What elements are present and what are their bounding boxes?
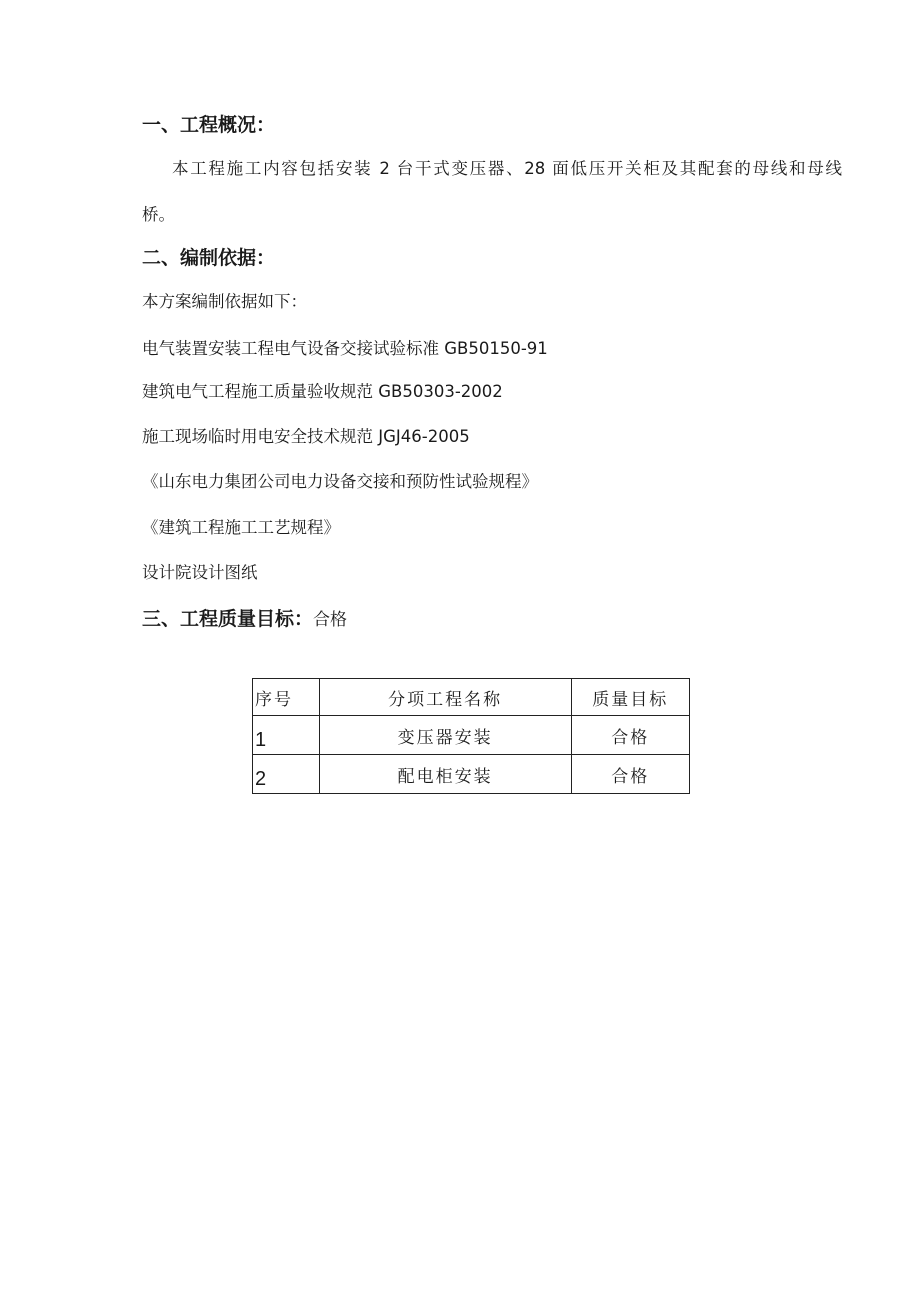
row-no: 1 [253,716,320,755]
basis-item: 施工现场临时用电安全技术规范 JGJ46-2005 [142,427,470,446]
basis-item: 电气装置安装工程电气设备交接试验标准 GB50150-91 [142,339,548,358]
header-cell-target: 质量目标 [571,679,690,716]
table-row [253,755,690,794]
row-name: 变压器安装 [319,716,571,755]
basis-item: 建筑电气工程施工质量验收规范 GB50303-2002 [142,382,503,401]
header-cell-name: 分项工程名称 [319,679,571,716]
basis-item: 设计院设计图纸 [142,563,258,582]
section-1-heading: 一、工程概况： [142,114,276,136]
row-no: 2 [253,755,320,794]
quality-target-table [252,678,690,794]
quality-goal-value: 合格 [313,610,348,630]
section-1-body-line-1: 本工程施工内容包括安装 2 台干式变压器、28 面低压开关柜及其配套的母线和母线 [172,159,842,178]
header-cell-no: 序号 [253,679,320,716]
row-target: 合格 [571,755,690,794]
basis-intro: 本方案编制依据如下： [142,292,307,311]
basis-item: 《山东电力集团公司电力设备交接和预防性试验规程》 [142,472,538,491]
section-3-heading-label: 三、工程质量目标： [142,608,314,630]
section-3-heading [142,606,347,633]
section-2-heading: 二、编制依据： [142,247,276,269]
table-row [253,716,690,755]
table-header-row [253,679,690,716]
basis-item: 《建筑工程施工工艺规程》 [142,518,340,537]
section-1-body-line-2: 桥。 [142,205,175,224]
row-target: 合格 [571,716,690,755]
row-name: 配电柜安装 [319,755,571,794]
